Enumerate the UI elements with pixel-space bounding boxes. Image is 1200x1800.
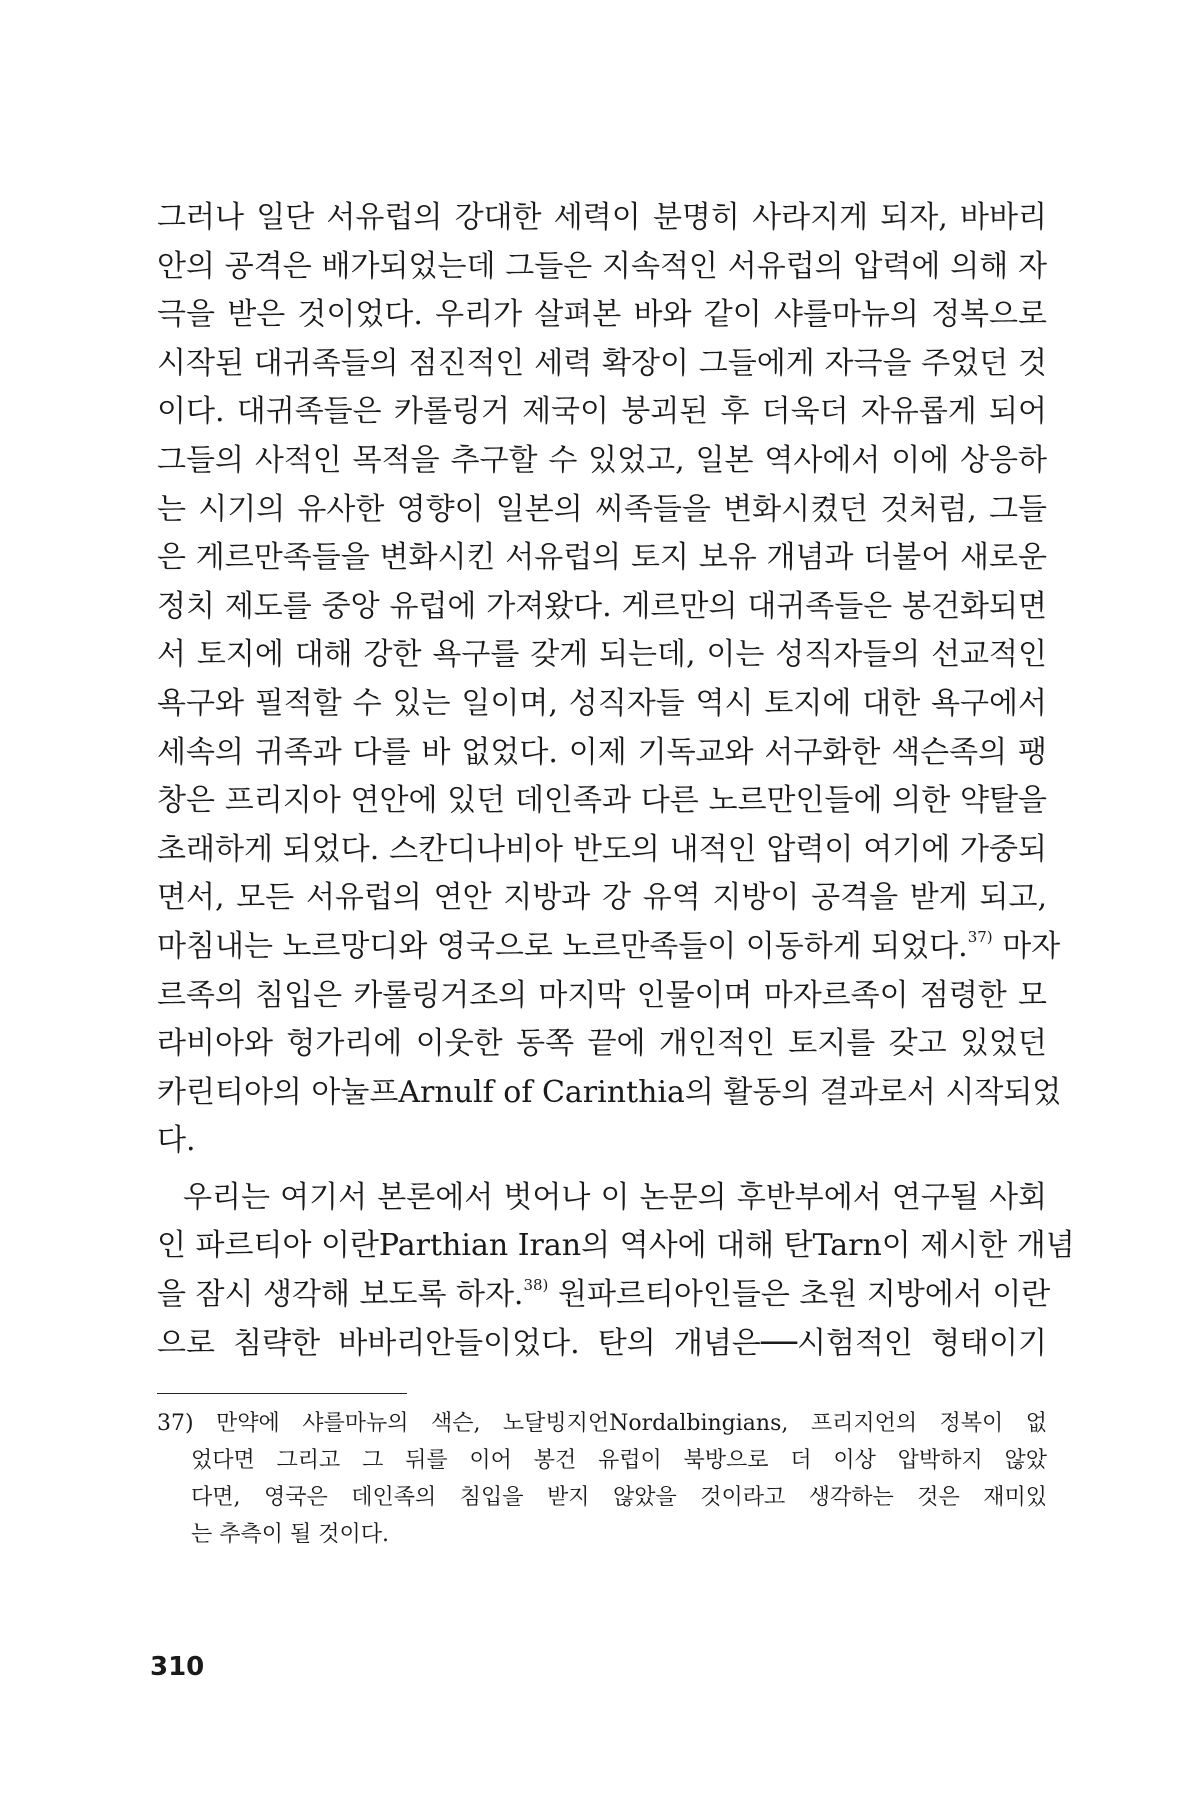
text-line: 시작된 대귀족들의 점진적인 세력 확장이 그들에게 자극을 주었던 것 [157, 345, 1047, 381]
footnote-reference-37[interactable]: 37) [967, 927, 993, 946]
text-line: 창은 프리지아 연안에 있던 데인족과 다른 노르만인들에 의한 약탈을 [157, 783, 1047, 819]
footnotes [157, 1405, 1047, 1553]
text-segment: 마자 [992, 928, 1061, 964]
text-line: 욕구와 필적할 수 있는 일이며, 성직자들 역시 토지에 대한 욕구에서 [157, 685, 1047, 721]
text-line: 그러나 일단 서유럽의 강대한 세력이 분명히 사라지게 되자, 바바리 [157, 200, 1047, 235]
text-line: 은 게르만족들을 변화시킨 서유럽의 토지 보유 개념과 더불어 새로운 [157, 540, 1047, 576]
footnote-text: 만약에 샤를마뉴의 색슨, 노달빙지언Nordalbingians, 프리지언의 정복이 없 [216, 1411, 1047, 1436]
text-line: 라비아와 헝가리에 이웃한 동쪽 끝에 개인적인 토지를 갖고 있었던 [157, 1026, 1047, 1062]
text-line: 르족의 침입은 카롤링거조의 마지막 인물이며 마자르족이 점령한 모 [157, 977, 1047, 1013]
text-line: 안의 공격은 배가되었는데 그들은 지속적인 서유럽의 압력에 의해 자 [157, 248, 1047, 284]
footnote-marker: 37) [157, 1411, 194, 1436]
text-segment: 을 잠시 생각해 보도록 하자. [157, 1277, 524, 1313]
text-line-with-note [157, 1271, 1051, 1320]
text-line: 극을 받은 것이었다. 우리가 살펴본 바와 같이 샤를마뉴의 정복으로 [157, 297, 1047, 333]
paragraph-gap [157, 1166, 1047, 1174]
footnote-divider [157, 1393, 407, 1394]
page-number: 310 [150, 1652, 205, 1682]
footnote-line: 는 추측이 될 것이다. [191, 1522, 389, 1547]
text-line: 인 파르티아 이란Parthian Iran의 역사에 대해 탄Tarn이 제시한 개념 [157, 1228, 1075, 1264]
text-line: 세속의 귀족과 다를 바 없었다. 이제 기독교와 서구화한 색슨족의 팽 [157, 734, 1047, 770]
text-segment: 마침내는 노르망디와 영국으로 노르만족들이 이동하게 되었다. [157, 928, 968, 964]
footnote-reference-38[interactable]: 38) [523, 1276, 549, 1295]
text-line: 초래하게 되었다. 스칸디나비아 반도의 내적인 압력이 여기에 가중되 [157, 831, 1047, 867]
text-line: 면서, 모든 서유럽의 연안 지방과 강 유역 지방이 공격을 받게 되고, [157, 880, 1047, 916]
body-text [157, 194, 1075, 1368]
text-line: 우리는 여기서 본론에서 벗어나 이 논문의 후반부에서 연구될 사회 [183, 1179, 1047, 1215]
footnote-line: 었다면 그리고 그 뒤를 이어 봉건 유럽이 북방으로 더 이상 압박하지 않았 [191, 1448, 1047, 1473]
text-line: 는 시기의 유사한 영향이 일본의 씨족들을 변화시켰던 것처럼, 그들 [157, 491, 1047, 527]
footnote-line: 다면, 영국은 데인족의 침입을 받지 않았을 것이라고 생각하는 것은 재미있 [191, 1485, 1047, 1510]
text-line: 카린티아의 아눌프Arnulf of Carinthia의 활동의 결과로서 시작되었 [157, 1074, 1062, 1110]
text-line: 으로 침략한 바바리안들이었다. 탄의 개념은──시험적인 형태이기 [157, 1325, 1047, 1361]
text-line: 그들의 사적인 목적을 추구할 수 있었고, 일본 역사에서 이에 상응하 [157, 442, 1047, 478]
text-line: 다. [157, 1123, 196, 1159]
text-line: 정치 제도를 중앙 유럽에 가져왔다. 게르만의 대귀족들은 봉건화되면 [157, 588, 1047, 624]
text-line: 이다. 대귀족들은 카롤링거 제국이 붕괴된 후 더욱더 자유롭게 되어 [157, 394, 1047, 430]
text-segment: 원파르티아인들은 초원 지방에서 이란 [548, 1277, 1051, 1313]
text-line-with-note [157, 923, 1061, 972]
text-line: 서 토지에 대해 강한 욕구를 갖게 되는데, 이는 성직자들의 선교적인 [157, 637, 1047, 673]
footnote-line [157, 1405, 1047, 1442]
